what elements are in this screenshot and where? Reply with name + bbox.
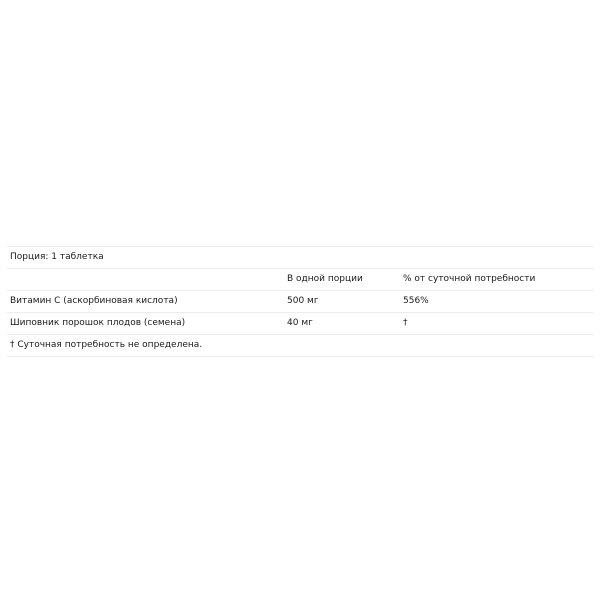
ingredient-daily-value: †: [403, 318, 408, 328]
table-row: [7, 312, 594, 334]
ingredient-amount: 500 мг: [287, 296, 319, 306]
serving-size-text: Порция: 1 таблетка: [10, 252, 104, 262]
footnote-row: [7, 334, 594, 357]
supplement-facts-table: [7, 246, 594, 357]
daily-value-header: % от суточной потребности: [403, 274, 536, 284]
ingredient-amount: 40 мг: [287, 318, 313, 328]
table-header-row: [7, 268, 594, 290]
per-serving-header: В одной порции: [287, 274, 363, 284]
ingredient-name: Витамин C (аскорбиновая кислота): [10, 296, 178, 306]
ingredient-name: Шиповник порошок плодов (семена): [10, 318, 186, 328]
serving-size-row: [7, 246, 594, 268]
ingredient-daily-value: 556%: [403, 296, 429, 306]
footnote-text: † Суточная потребность не определена.: [10, 340, 203, 350]
table-row: [7, 290, 594, 312]
